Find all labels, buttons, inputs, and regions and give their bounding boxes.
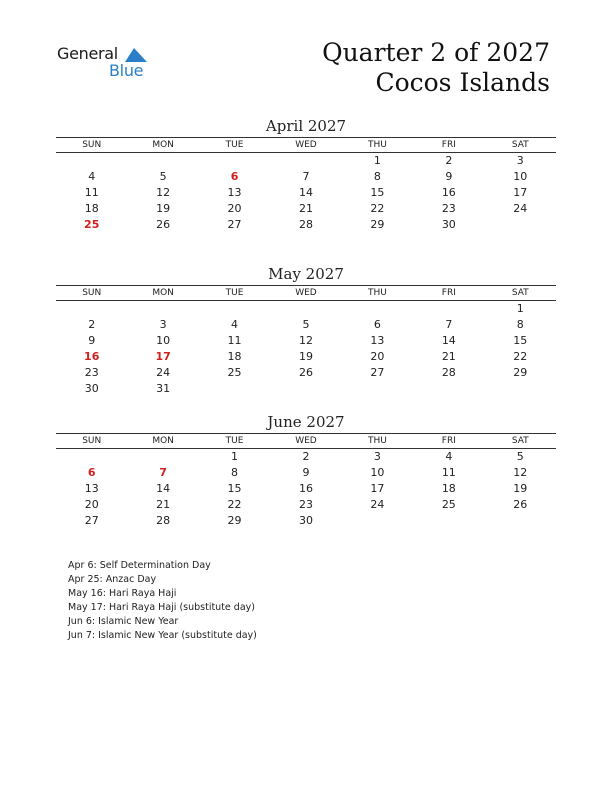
day-cell: 22 bbox=[370, 202, 385, 215]
weekday-label: THU bbox=[367, 436, 387, 446]
holiday-list bbox=[68, 559, 257, 643]
day-cell: 16 bbox=[84, 350, 100, 363]
day-cell: 17 bbox=[370, 482, 385, 495]
day-cell: 18 bbox=[84, 202, 99, 215]
empty-cell bbox=[56, 153, 127, 169]
day-cell: 26 bbox=[156, 218, 171, 231]
empty-cell bbox=[199, 301, 270, 317]
day-cell: 29 bbox=[370, 218, 385, 231]
day-cell: 14 bbox=[298, 186, 313, 199]
day-cell: 21 bbox=[156, 498, 171, 511]
weekday-label: THU bbox=[367, 140, 387, 150]
day-cell: 2 bbox=[88, 318, 96, 331]
day-cell: 26 bbox=[513, 498, 528, 511]
empty-cell bbox=[270, 381, 341, 397]
day-cell: 25 bbox=[227, 366, 242, 379]
day-cell: 15 bbox=[370, 186, 385, 199]
day-cell: 30 bbox=[298, 514, 313, 527]
day-cell: 31 bbox=[156, 382, 171, 395]
day-cell: 20 bbox=[227, 202, 242, 215]
empty-cell bbox=[485, 381, 556, 397]
week-row bbox=[56, 153, 556, 169]
day-cell: 1 bbox=[373, 154, 381, 167]
day-cell: 30 bbox=[84, 382, 99, 395]
holiday-item: May 17: Hari Raya Haji (substitute day) bbox=[68, 602, 255, 613]
day-cell: 4 bbox=[88, 170, 96, 183]
day-cell: 12 bbox=[156, 186, 171, 199]
week-row bbox=[56, 301, 556, 317]
empty-cell bbox=[342, 301, 413, 317]
empty-cell bbox=[342, 513, 413, 529]
day-cell: 23 bbox=[298, 498, 313, 511]
month-june bbox=[56, 413, 556, 529]
logo-text-blue: Blue bbox=[109, 61, 144, 80]
empty-cell bbox=[127, 449, 198, 465]
week-row bbox=[56, 169, 556, 185]
weekday-label: TUE bbox=[225, 140, 244, 150]
day-cell: 30 bbox=[441, 218, 456, 231]
day-cell: 4 bbox=[231, 318, 239, 331]
day-cell: 24 bbox=[370, 498, 385, 511]
day-cell: 11 bbox=[84, 186, 99, 199]
weekday-label: SAT bbox=[511, 140, 529, 150]
day-cell: 3 bbox=[516, 154, 524, 167]
day-cell: 10 bbox=[370, 466, 385, 479]
day-cell: 6 bbox=[87, 466, 96, 479]
logo-triangle-icon bbox=[125, 46, 147, 62]
day-cell: 14 bbox=[156, 482, 171, 495]
day-cell: 8 bbox=[231, 466, 239, 479]
day-cell: 25 bbox=[441, 498, 456, 511]
weekday-label: WED bbox=[295, 436, 317, 446]
holiday-item: May 16: Hari Raya Haji bbox=[68, 588, 177, 599]
day-cell: 5 bbox=[302, 318, 310, 331]
day-cell: 8 bbox=[373, 170, 381, 183]
weekday-label: MON bbox=[152, 288, 174, 298]
weekday-label: FRI bbox=[441, 288, 456, 298]
week-row bbox=[56, 513, 556, 529]
weekday-label: WED bbox=[295, 140, 317, 150]
holiday-item: Apr 25: Anzac Day bbox=[68, 574, 157, 585]
day-cell: 12 bbox=[298, 334, 313, 347]
day-cell: 12 bbox=[513, 466, 528, 479]
weekday-label: SAT bbox=[511, 288, 529, 298]
day-cell: 27 bbox=[227, 218, 242, 231]
week-row bbox=[56, 317, 556, 333]
week-row bbox=[56, 185, 556, 201]
day-cell: 6 bbox=[373, 318, 381, 331]
day-cell: 27 bbox=[84, 514, 99, 527]
empty-cell bbox=[270, 301, 341, 317]
empty-cell bbox=[199, 381, 270, 397]
day-cell: 29 bbox=[513, 366, 528, 379]
day-cell: 3 bbox=[159, 318, 167, 331]
title-quarter: Quarter 2 of 2027 bbox=[322, 38, 550, 67]
day-cell: 1 bbox=[516, 302, 524, 315]
day-cell: 19 bbox=[156, 202, 171, 215]
day-cell: 11 bbox=[441, 466, 456, 479]
weekday-label: SUN bbox=[82, 140, 102, 150]
day-cell: 6 bbox=[230, 170, 239, 183]
holiday-item: Jun 7: Islamic New Year (substitute day) bbox=[68, 630, 257, 641]
page-title bbox=[322, 38, 550, 98]
day-cell: 23 bbox=[84, 366, 99, 379]
month-may bbox=[56, 265, 556, 397]
empty-cell bbox=[127, 301, 198, 317]
day-cell: 10 bbox=[156, 334, 171, 347]
day-cell: 22 bbox=[513, 350, 528, 363]
month-name: May 2027 bbox=[268, 265, 344, 283]
weekday-header bbox=[56, 433, 556, 449]
day-cell: 5 bbox=[516, 450, 524, 463]
weekday-label: MON bbox=[152, 436, 174, 446]
week-row bbox=[56, 449, 556, 465]
week-row bbox=[56, 217, 556, 233]
empty-cell bbox=[413, 301, 484, 317]
day-cell: 28 bbox=[441, 366, 456, 379]
day-cell: 2 bbox=[302, 450, 310, 463]
month-name: June 2027 bbox=[267, 413, 345, 431]
week-row bbox=[56, 497, 556, 513]
week-row bbox=[56, 465, 556, 481]
generalblue-logo bbox=[57, 44, 157, 84]
month-name: April 2027 bbox=[265, 117, 347, 135]
day-cell: 7 bbox=[445, 318, 453, 331]
week-row bbox=[56, 201, 556, 217]
weekday-label: SUN bbox=[82, 436, 102, 446]
weekday-label: MON bbox=[152, 140, 174, 150]
day-cell: 15 bbox=[227, 482, 242, 495]
empty-cell bbox=[270, 153, 341, 169]
day-cell: 22 bbox=[227, 498, 242, 511]
title-country: Cocos Islands bbox=[375, 68, 550, 97]
day-cell: 16 bbox=[298, 482, 313, 495]
day-cell: 25 bbox=[84, 218, 100, 231]
day-cell: 13 bbox=[84, 482, 99, 495]
day-cell: 21 bbox=[298, 202, 313, 215]
day-cell: 10 bbox=[513, 170, 528, 183]
weekday-label: SAT bbox=[511, 436, 529, 446]
day-cell: 5 bbox=[159, 170, 167, 183]
day-cell: 14 bbox=[441, 334, 456, 347]
weekday-label: FRI bbox=[441, 436, 456, 446]
day-cell: 1 bbox=[231, 450, 239, 463]
logo-text-general: General bbox=[57, 44, 118, 63]
day-cell: 15 bbox=[513, 334, 528, 347]
day-cell: 28 bbox=[156, 514, 171, 527]
day-cell: 27 bbox=[370, 366, 385, 379]
week-row bbox=[56, 381, 556, 397]
day-cell: 9 bbox=[88, 334, 96, 347]
empty-cell bbox=[56, 301, 127, 317]
empty-cell bbox=[413, 381, 484, 397]
empty-cell bbox=[485, 217, 556, 233]
day-cell: 23 bbox=[441, 202, 456, 215]
day-cell: 24 bbox=[513, 202, 528, 215]
day-cell: 18 bbox=[441, 482, 456, 495]
week-row bbox=[56, 333, 556, 349]
day-cell: 18 bbox=[227, 350, 242, 363]
day-cell: 21 bbox=[441, 350, 456, 363]
day-cell: 7 bbox=[159, 466, 167, 479]
weekday-label: THU bbox=[367, 288, 387, 298]
day-cell: 20 bbox=[370, 350, 385, 363]
day-cell: 29 bbox=[227, 514, 242, 527]
day-cell: 17 bbox=[155, 350, 171, 363]
day-cell: 28 bbox=[298, 218, 313, 231]
day-cell: 8 bbox=[516, 318, 524, 331]
week-row bbox=[56, 365, 556, 381]
empty-cell bbox=[342, 381, 413, 397]
empty-cell bbox=[485, 513, 556, 529]
week-row bbox=[56, 349, 556, 365]
weekday-label: FRI bbox=[441, 140, 456, 150]
empty-cell bbox=[413, 513, 484, 529]
day-cell: 20 bbox=[84, 498, 99, 511]
day-cell: 2 bbox=[445, 154, 453, 167]
day-cell: 24 bbox=[156, 366, 171, 379]
weekday-label: SUN bbox=[82, 288, 102, 298]
weekday-label: TUE bbox=[225, 288, 244, 298]
day-cell: 17 bbox=[513, 186, 528, 199]
day-cell: 3 bbox=[373, 450, 381, 463]
holiday-item: Jun 6: Islamic New Year bbox=[68, 616, 179, 627]
day-cell: 9 bbox=[445, 170, 453, 183]
day-cell: 13 bbox=[227, 186, 242, 199]
day-cell: 13 bbox=[370, 334, 385, 347]
empty-cell bbox=[56, 449, 127, 465]
empty-cell bbox=[127, 153, 198, 169]
weekday-label: TUE bbox=[225, 436, 244, 446]
day-cell: 19 bbox=[298, 350, 313, 363]
month-april bbox=[56, 117, 556, 233]
weekday-label: WED bbox=[295, 288, 317, 298]
day-cell: 26 bbox=[298, 366, 313, 379]
empty-cell bbox=[199, 153, 270, 169]
day-cell: 16 bbox=[441, 186, 456, 199]
day-cell: 11 bbox=[227, 334, 242, 347]
week-row bbox=[56, 481, 556, 497]
weekday-header bbox=[56, 285, 556, 301]
day-cell: 7 bbox=[302, 170, 310, 183]
day-cell: 4 bbox=[445, 450, 453, 463]
day-cell: 19 bbox=[513, 482, 528, 495]
weekday-header bbox=[56, 137, 556, 153]
holiday-item: Apr 6: Self Determination Day bbox=[68, 560, 211, 571]
day-cell: 9 bbox=[302, 466, 310, 479]
